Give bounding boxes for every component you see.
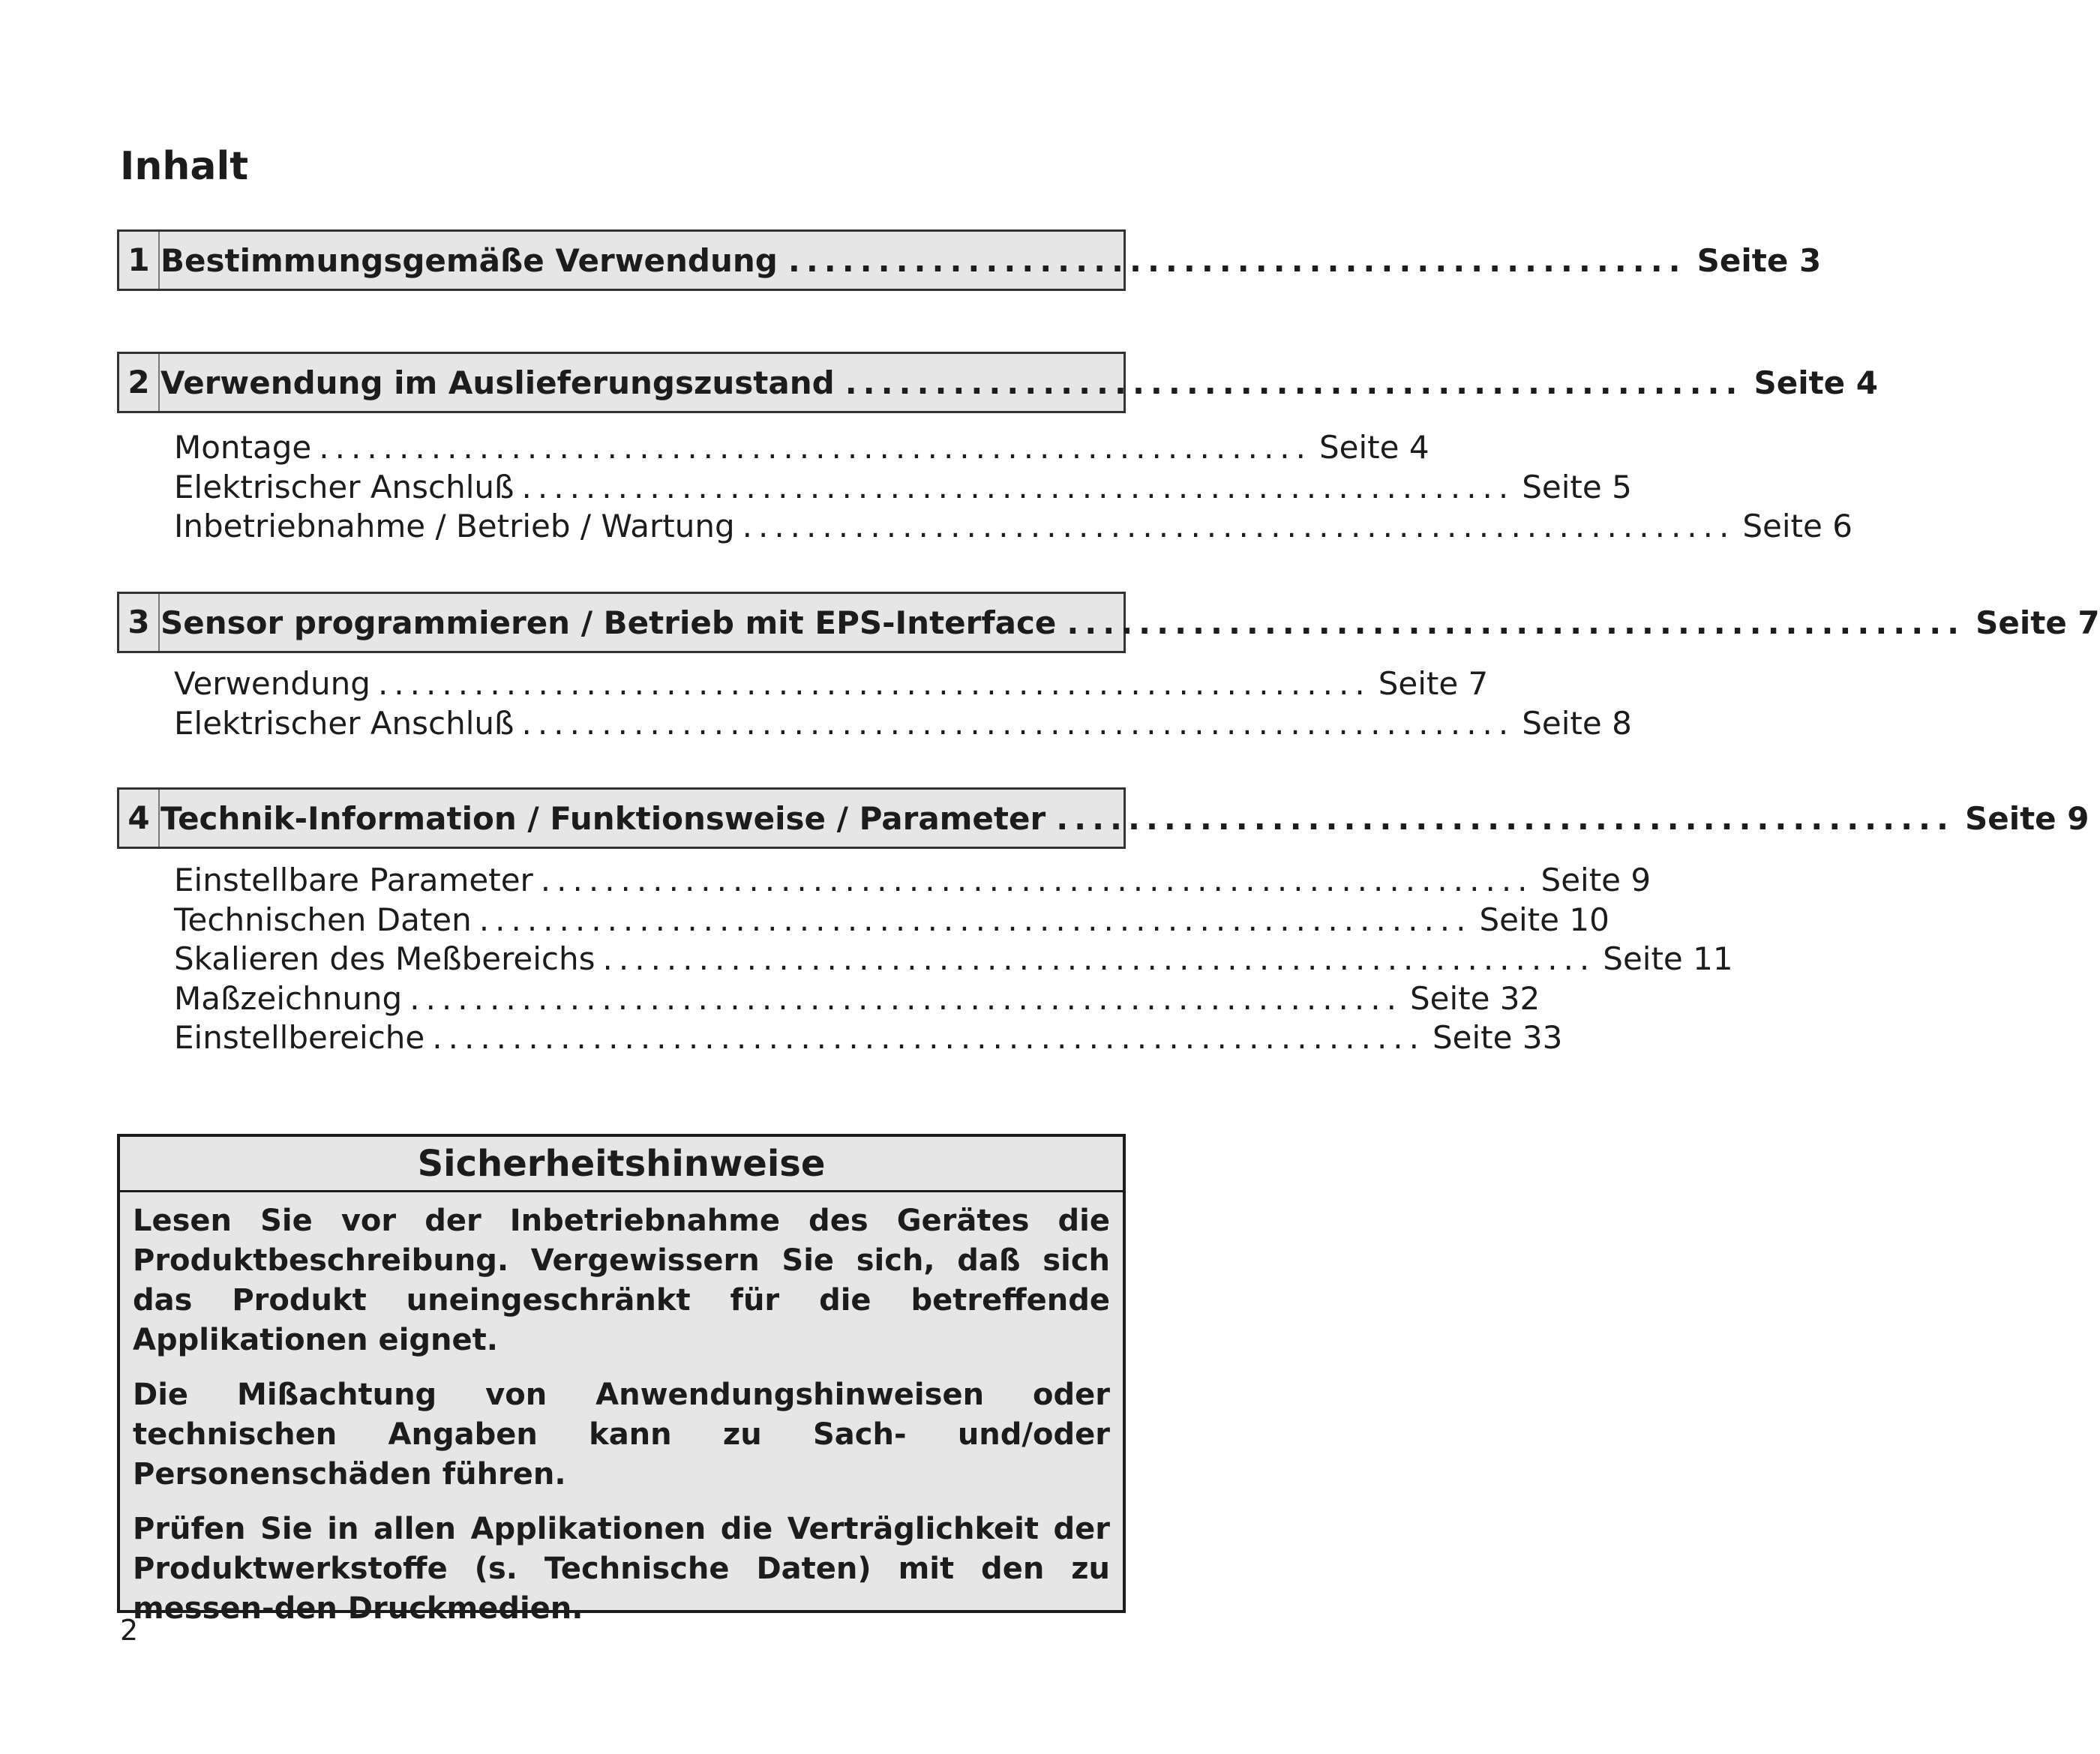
entry-page: Seite 33 [1432,1019,1563,1056]
toc-entry[interactable] [174,862,1652,901]
section-page: Seite 7 [1976,604,2100,641]
toc-entry[interactable] [174,901,1610,941]
dot-leader: .............................................................. [602,940,1596,977]
dot-leader: .............................................................. [521,704,1515,742]
toc-entry[interactable] [174,429,1430,469]
toc-section-3[interactable] [117,592,2100,653]
entry-page: Seite 5 [1522,468,1632,505]
toc-section-2[interactable] [117,352,1878,413]
entry-label: Elektrischer Anschluß [174,704,514,742]
entry-page: Seite 4 [1319,429,1430,466]
dot-leader: .............................................................. [319,429,1312,466]
toc-subentries-3 [174,665,1632,744]
entry-page: Seite 6 [1742,508,1852,544]
entry-label: Maßzeichnung [174,979,403,1017]
safety-heading: Sicherheitshinweise [120,1137,1123,1192]
section-number: 2 [119,354,160,411]
dot-leader: .................................................. [1066,604,1966,641]
entry-label: Inbetriebnahme / Betrieb / Wartung [174,508,735,544]
toc-subentries-4 [174,862,1733,1059]
entry-page: Seite 10 [1479,901,1610,938]
section-title: Technik-Information / Funktionsweise / Parameter [160,799,1046,837]
entry-label: Technischen Daten [174,901,472,938]
entry-page: Seite 32 [1409,979,1540,1017]
section-title: Bestimmungsgemäße Verwendung [160,241,778,279]
toc-section-4[interactable] [117,787,2090,849]
section-page: Seite 3 [1696,241,1822,279]
entry-label: Einstellbereiche [174,1019,425,1056]
dot-leader: .................................................. [1056,799,1954,837]
entry-label: Skalieren des Meßbereichs [174,940,596,977]
section-number: 4 [119,790,160,847]
entry-page: Seite 9 [1540,862,1652,898]
entry-label: Montage [174,429,312,466]
entry-label: Einstellbare Parameter [174,862,533,898]
dot-leader: .............................................................. [377,665,1371,702]
toc-entry[interactable] [174,1019,1563,1059]
section-number: 3 [119,594,160,651]
entry-label: Elektrischer Anschluß [174,468,514,505]
entry-page: Seite 11 [1603,940,1733,977]
safety-notice-box [117,1134,1126,1626]
section-title: Verwendung im Auslieferungszustand [160,364,835,401]
toc-section-1[interactable] [117,229,1822,291]
dot-leader: .............................................................. [742,508,1736,544]
dot-leader: .............................................................. [478,901,1472,938]
dot-leader: .............................................................. [540,862,1534,898]
toc-entry[interactable] [174,704,1632,745]
dot-leader: .................................................. [788,241,1687,279]
dot-leader: .............................................................. [521,468,1515,505]
page-title: Inhalt [120,144,249,189]
toc-entry[interactable] [174,468,1632,508]
toc-entry[interactable] [174,979,1540,1020]
entry-page: Seite 8 [1522,704,1632,742]
toc-entry[interactable] [174,508,1852,547]
toc-entry[interactable] [174,665,1489,705]
safety-paragraph: Lesen Sie vor der Inbetriebnahme des Gerätes die Produktbeschreibung. Vergewissern Sie sich, daß sich das Produkt uneingeschränkt für die betreffende Applikationen eignet. [133,1204,1110,1357]
entry-label: Verwendung [174,665,370,702]
safety-paragraph: Die Mißachtung von Anwendungshinweisen oder technischen Angaben kann zu Sach- und/oder Personenschäden führen. [133,1378,1110,1492]
section-page: Seite 9 [1964,799,2090,837]
section-number: 1 [119,232,160,289]
toc-entry[interactable] [174,940,1733,980]
toc-subentries-2 [174,429,1852,547]
section-title: Sensor programmieren / Betrieb mit EPS-Interface [160,604,1057,641]
dot-leader: .................................................. [844,364,1744,401]
dot-leader: .............................................................. [432,1019,1426,1056]
entry-page: Seite 7 [1378,665,1489,702]
page-number: 2 [120,1614,139,1647]
safety-paragraph: Prüfen Sie in allen Applikationen die Verträglichkeit der Produktwerkstoffe (s. Technische Daten) mit den zu messen-den Druckmedien. [133,1512,1110,1626]
dot-leader: .............................................................. [410,979,1402,1017]
section-page: Seite 4 [1754,364,1878,401]
